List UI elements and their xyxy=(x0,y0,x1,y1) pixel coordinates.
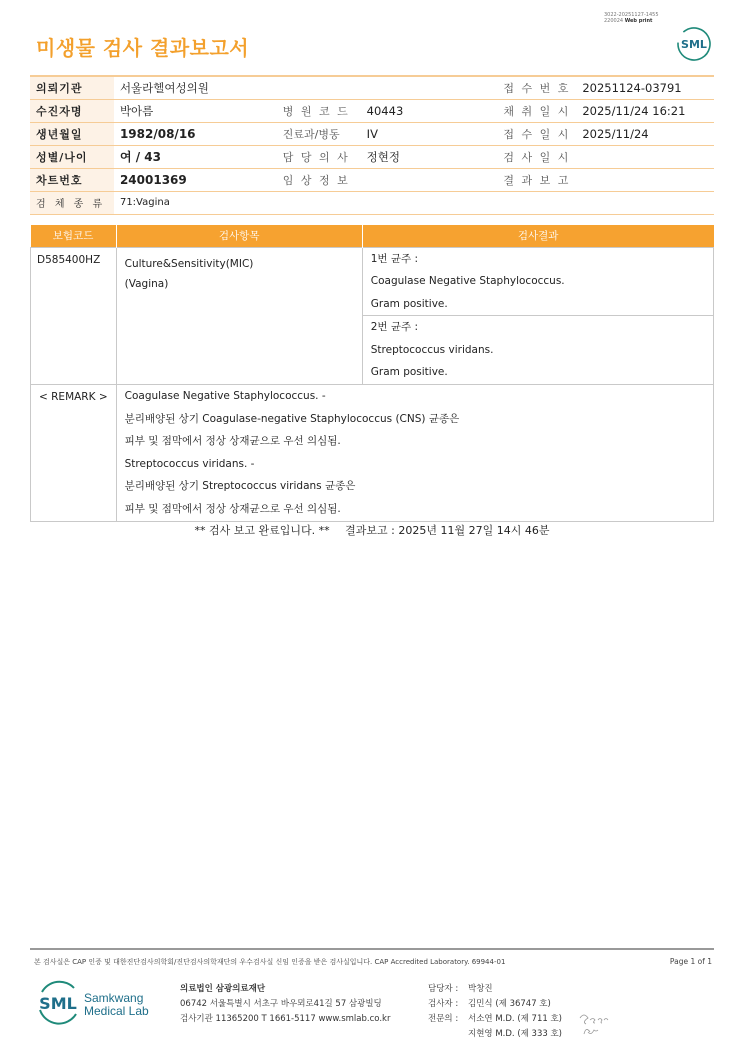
col-test-result: 검사결과 xyxy=(362,225,713,247)
test-item-name: Culture&Sensitivity(MIC) xyxy=(124,257,254,270)
organism-1-gram: Gram positive. xyxy=(370,297,448,310)
footer-divider xyxy=(30,948,714,950)
chart-no: 24001369 xyxy=(114,168,277,191)
page-number: Page 1 of 1 xyxy=(669,957,712,966)
label-collection-time: 채 취 일 시 xyxy=(493,99,576,122)
result-report xyxy=(576,168,714,191)
remark-line: 피부 및 점막에서 정상 상재균으로 우선 의심됨. xyxy=(124,435,341,448)
label-receipt-date: 접 수 일 시 xyxy=(493,122,576,145)
document-code: 3022-20251127-1455 220024 Web print xyxy=(604,12,659,24)
label-receipt-no: 접 수 번 호 xyxy=(493,76,576,99)
receipt-no: 20251124-03791 xyxy=(576,76,714,99)
organism-2-gram: Gram positive. xyxy=(370,366,448,379)
label-patient-name: 수진자명 xyxy=(30,99,114,122)
sex-age: 여 / 43 xyxy=(114,145,277,168)
col-insurance-code: 보험코드 xyxy=(31,225,117,247)
organism-2-label: 2번 균주 : xyxy=(370,321,419,334)
footer-logo-name-1: Samkwang xyxy=(84,991,144,1005)
report-datetime: 결과보고 : 2025년 11월 27일 14시 46분 xyxy=(345,524,550,537)
signature-icon xyxy=(576,1008,612,1040)
org-address: 06742 서울특별시 서초구 바우뫼로41길 57 삼광빌딩 xyxy=(180,999,382,1009)
col-test-item: 검사항목 xyxy=(116,225,362,247)
org-contact: 검사기관 11365200 T 1661-5117 www.smlab.co.kr xyxy=(180,1014,391,1024)
specimen-type: 71:Vagina xyxy=(114,191,714,214)
label-requesting-org: 의뢰기관 xyxy=(30,76,114,99)
label-clinical-info: 임 상 정 보 xyxy=(277,168,361,191)
department: IV xyxy=(361,122,494,145)
organism-2-name: Streptococcus viridans. xyxy=(370,343,494,356)
requesting-org: 서울라헬여성의원 xyxy=(114,76,493,99)
insurance-code: D585400HZ xyxy=(31,247,117,385)
completion-line xyxy=(0,522,744,538)
label-specimen-type: 검 체 종 류 xyxy=(30,191,114,214)
label-birth-date: 생년월일 xyxy=(30,122,114,145)
staff-row: 전문의 : 서소연 M.D. (제 711 호) xyxy=(428,1014,563,1024)
label-test-date: 검 사 일 시 xyxy=(493,145,576,168)
remark-line: Coagulase Negative Staphylococcus. - xyxy=(124,390,326,403)
organism-1-label: 1번 균주 : xyxy=(370,252,419,265)
label-sex-age: 성별/나이 xyxy=(30,145,114,168)
footer-organization xyxy=(180,982,390,1027)
label-hospital-code: 병 원 코 드 xyxy=(277,99,361,122)
label-doctor: 담 당 의 사 xyxy=(277,145,361,168)
hospital-code: 40443 xyxy=(361,99,494,122)
collection-time: 2025/11/24 16:21 xyxy=(576,99,714,122)
receipt-date: 2025/11/24 xyxy=(576,122,714,145)
staff-row: 지현영 M.D. (제 333 호) xyxy=(468,1029,563,1039)
label-department: 진료과/병동 xyxy=(277,122,361,145)
label-chart-no: 차트번호 xyxy=(30,168,114,191)
samkwang-logo-icon xyxy=(36,980,166,1026)
remark-line: Streptococcus viridans. - xyxy=(124,457,255,470)
patient-info-table xyxy=(30,75,714,215)
remark-line: 분리배양된 상기 Coagulase-negative Staphylococcus (CNS) 균종은 xyxy=(124,412,460,425)
organism-1 xyxy=(363,248,713,317)
logo-text: SML xyxy=(681,38,707,51)
results-table xyxy=(30,225,714,522)
birth-date: 1982/08/16 xyxy=(114,122,277,145)
org-name: 의료법인 삼광의료재단 xyxy=(180,984,266,994)
organism-1-name: Coagulase Negative Staphylococcus. xyxy=(370,275,565,288)
footer-logo-name-2: Medical Lab xyxy=(84,1004,149,1018)
doctor: 정현정 xyxy=(361,145,494,168)
clinical-info xyxy=(361,168,494,191)
remark-label: < REMARK > xyxy=(31,385,117,522)
remark-box xyxy=(116,385,713,522)
footer-logo-mark: SML xyxy=(39,994,77,1013)
test-item-specimen: (Vagina) xyxy=(124,277,169,290)
label-result-report: 결 과 보 고 xyxy=(493,168,576,191)
test-item xyxy=(116,247,362,385)
staff-row: 담당자 : 박창진 xyxy=(428,984,493,994)
staff-row: 검사자 : 김민식 (제 36747 호) xyxy=(428,999,551,1009)
organism-2 xyxy=(363,316,713,384)
footer-staff xyxy=(428,982,562,1042)
completion-message: ** 검사 보고 완료입니다. ** xyxy=(194,524,330,537)
test-result xyxy=(362,247,713,385)
test-date xyxy=(576,145,714,168)
certification-note: 본 검사실은 CAP 인증 및 대한진단검사의학회/진단검사의학재단의 우수검사실 신임 인증을 받은 검사실입니다. CAP Accredited Laboratory. 69944-01 xyxy=(34,958,506,966)
remark-line: 피부 및 점막에서 정상 상재균으로 우선 의심됨. xyxy=(124,503,341,516)
patient-name: 박아름 xyxy=(114,99,277,122)
remark-line: 분리배양된 상기 Streptococcus viridans 균종은 xyxy=(124,480,356,493)
page-title: 미생물 검사 결과보고서 xyxy=(36,36,250,60)
sml-logo-icon xyxy=(676,26,712,62)
